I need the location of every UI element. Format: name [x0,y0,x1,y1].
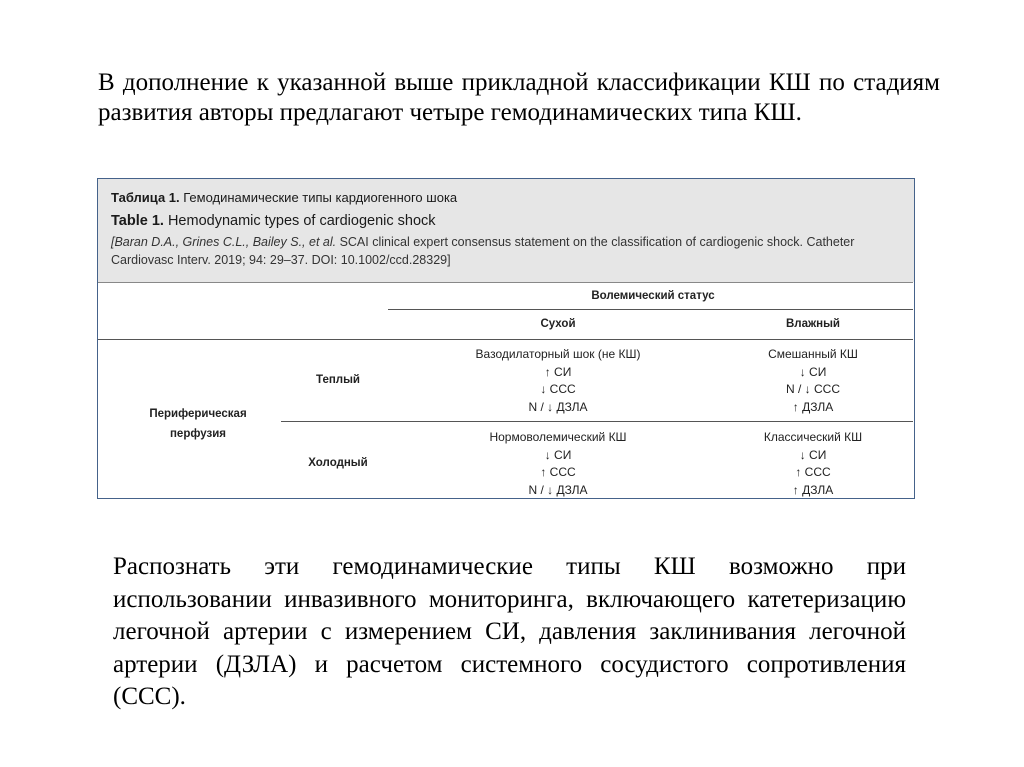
caption-ru-text: Гемодинамические типы кардиогенного шока [179,190,458,205]
cell-title: Смешанный КШ [768,347,858,361]
cell-title: Классический КШ [763,430,863,444]
cell-title: Нормоволемический КШ [489,430,627,444]
volemic-status-header: Волемический статус [591,290,715,302]
caption-divider [98,282,913,283]
cell-warm-dry [428,346,688,416]
col-wet-header: Влажный [786,318,840,330]
cell-line: ↑ ДЗЛА [792,482,834,497]
cell-line: ↑ ССС [795,465,831,479]
cell-line: ↓ СИ [799,364,827,379]
cell-line: ↓ СИ [799,447,827,462]
caption-en [111,211,902,231]
cell-cold-dry [428,429,688,499]
row-group-line1: Периферическая [149,408,247,420]
row-group-header [98,404,298,444]
reference-text: SCAI clinical expert consensus statement on the classification of cardiogenic shock. Catheter Cardiovasc Interv. 2019; 94: 29–37. DOI: 10.1002/ccd.28329] [111,235,855,267]
row-divider [281,421,913,422]
cell-line: N / ↓ ССС [786,382,840,396]
caption-ru [111,189,902,207]
cell-cold-wet [693,429,933,499]
caption-ru-lead: Таблица 1. [111,190,180,205]
cell-line: ↓ СИ [544,447,572,462]
reference-authors: [Baran D.A., Grines C.L., Bailey S., et al. [111,235,337,249]
header-subline [388,309,913,310]
header-bottom-line [98,339,913,340]
hemodynamic-types-table [97,178,915,499]
caption-reference [111,233,902,269]
row-cold-header: Холодный [308,457,368,469]
row-group-line2: перфузия [169,428,227,440]
intro-paragraph: В дополнение к указанной выше прикладной классификации КШ по стадиям развития авторы предлагают четыре гемодинамических типа КШ. [98,69,940,126]
caption-en-lead: Table 1. [111,213,164,229]
cell-line: N / ↓ ДЗЛА [528,399,588,414]
cell-warm-wet [693,346,933,416]
cell-line: ↑ ССС [540,465,576,479]
cell-line: ↑ ДЗЛА [792,399,834,414]
table-caption [98,179,914,282]
cell-line: ↑ СИ [544,364,572,379]
outro-paragraph: Распознать эти гемодинамические типы КШ возможно при использовании инвазивного мониторинга, включающего катетеризацию легочной артерии с измерением СИ, давления заклинивания легочной артерии (ДЗЛА) и расчетом системного сосудистого сопротивления (ССС). [113,553,906,710]
caption-en-text: Hemodynamic types of cardiogenic shock [163,213,436,229]
row-warm-header: Теплый [316,374,360,386]
cell-line: N / ↓ ДЗЛА [528,482,588,497]
cell-title: Вазодилаторный шок (не КШ) [475,347,641,361]
col-dry-header: Сухой [540,318,576,330]
cell-line: ↓ ССС [540,382,576,396]
